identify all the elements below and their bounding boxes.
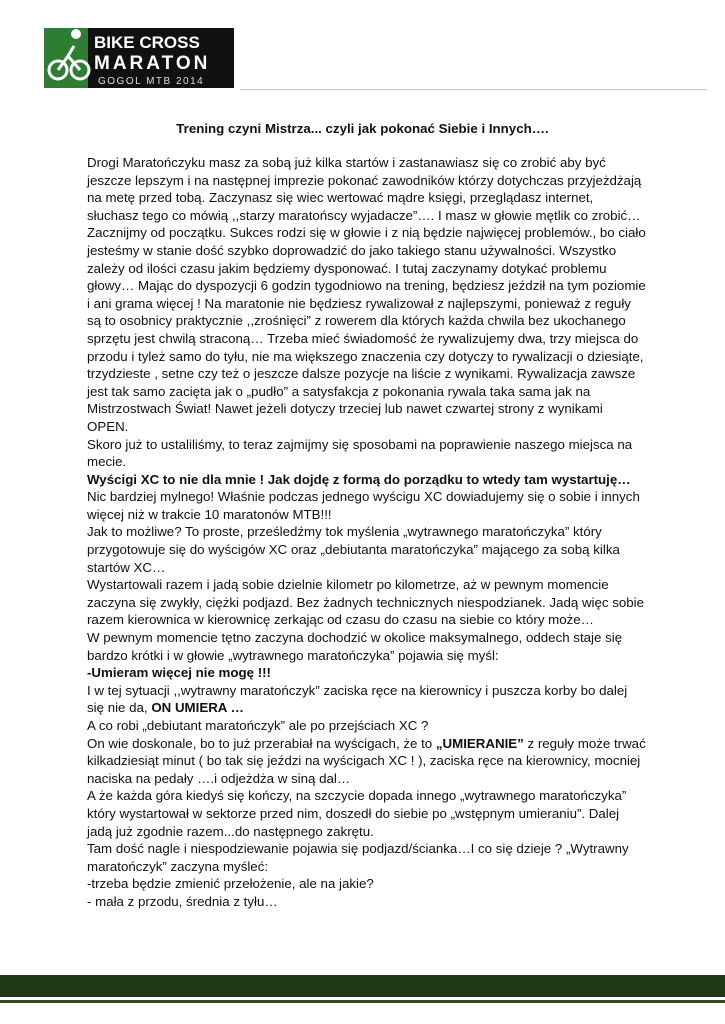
paragraph: A co robi „debiutant maratończyk” ale po przejściach XC ? — [87, 718, 429, 733]
paragraph: Tam dość nagle i niespodziewanie pojawia się podjazd/ścianka…I co się dzieje ? „Wytrawny maratończyk” zaczyna myśleć: — [87, 841, 629, 874]
rider-head-icon — [71, 29, 81, 39]
paragraph: Jak to możliwe? To proste, prześledźmy tok myślenia „wytrawnego maratończyka” który przygotowuje się do wyścigów XC oraz „debiutanta maratończyka” mającego za sobą kilka startów XC… — [87, 524, 620, 575]
paragraph: Nic bardziej mylnego! Właśnie podczas jednego wyścigu XC dowiadujemy się o sobie i innych więcej niż w trakcie 10 maratonów MTB!!! — [87, 489, 640, 522]
bike-cross-maraton-logo — [44, 24, 234, 90]
section-heading: Wyścigi XC to nie dla mnie ! Jak dojdę z formą do porządku to wtedy tam wystartuję… — [87, 471, 631, 487]
paragraph — [87, 735, 647, 788]
page-title: Trening czyni Mistrza... czyli jak pokonać Siebie i Innych…. — [176, 121, 549, 136]
logo-line1: BIKE CROSS — [94, 33, 200, 52]
emphasis-line: -Umieram więcej nie mogę !!! — [87, 665, 271, 681]
list-item: -trzeba będzie zmienić przełożenie, ale na jakie? — [87, 876, 374, 892]
paragraph: Skoro już to ustaliliśmy, to teraz zajmijmy się sposobami na poprawienie naszego miejsca na mecie. — [87, 436, 633, 470]
logo-line2: MARATON — [94, 53, 211, 74]
list-item: - mała z przodu, średnia z tyłu… — [87, 893, 278, 909]
emphasis-text: ON UMIERA … — [151, 700, 244, 716]
paragraph: Wystartowali razem i jadą sobie dzielnie kilometr po kilometrze, aż w pewnym momencie zaczyna się zwykły, ciężki podjazd. Bez żadnych technicznych niespodzianek. Jadą więc sobie razem kierownica w kierownicę zerkając od czasu do czasu na siebie co który może… — [87, 577, 645, 628]
paragraph — [87, 682, 647, 717]
footer-divider — [0, 1000, 725, 1003]
paragraph-text: I w tej sytuacji ,,wytrawny maratończyk” zaciska ręce na kierownicy i puszcza korby bo dalej się nie da, — [87, 682, 628, 716]
paragraph: A że każda góra kiedyś się kończy, na szczycie dopada innego „wytrawnego maratończyka” który wystartował w sektorze przed nim, doszedł do siebie po „wstępnym umieraniu”. Dalej jadą już zgodnie razem...do następnego zakrętu. — [87, 788, 627, 839]
paragraph-text: z reguły może trwać kilkadziesiąt minut ( bo tak się jeździ na wyścigach XC ! ), zaciska ręce na kierownicy, mocniej naciska na pedały ….i odjeżdża w siną dal… — [87, 735, 646, 786]
article-body — [87, 154, 647, 911]
header-divider — [240, 89, 707, 90]
paragraph: W pewnym momencie tętno zaczyna dochodzić w okolice maksymalnego, oddech staje się bardzo krótki i w głowie „wytrawnego maratończyka” pojawia się myśl: — [87, 630, 623, 663]
logo-line3: GOGOL MTB 2014 — [98, 76, 205, 87]
emphasis-text: „UMIERANIE” — [435, 735, 524, 751]
paragraph-text: On wie doskonale, bo to już przerabiał na wyścigach, że to — [87, 735, 436, 751]
paragraph: Drogi Maratończyku masz za sobą już kilka startów i zastanawiasz się co zrobić aby być jeszcze lepszym i na następnej imprezie pokonać zawodników którzy dotychczas przyjeżdżają na metę przed tobą. Zaczynasz się wiec wertować mądre księgi, przeglądasz internet, słuchasz tego co mówią ,,starzy maratońscy wyjadacze”…. I masz w głowie mętlik co zrobić… Zacznijmy od początku. Sukces rodzi się w głowie i z nią będzie najwięcej problemów., bo ciało jesteśmy w stanie dość szybko doprowadzić do jako takiego stanu używalności. Wszystko zależy od ilości czasu jakim będziemy dysponować. I tutaj zaczynamy dotykać problemu głowy… Mając do dyspozycji 6 godzin tygodniowo na trening, będziesz jeździł na tym poziomie i ani grama więcej ! Na maratonie nie będziesz rywalizował z najlepszymi, ponieważ z reguły są to osobnicy praktycznie ,,zrośnięci” z rowerem dla których każda chwila bez ukochanego sprzętu jest chwilą straconą… Trzeba mieć świadomość że rywalizujemy dwa, trzy miejsca do przodu i tyleż samo do tyłu, nie ma większego znaczenia czy dotyczy to rywalizacji o dziesiąte, trzydzieste , setne czy też o jeszcze dalsze pozycje na liście z wynikami. Rywalizacja zawsze jest tak samo zacięta jak o „pudło” a satysfakcja z pokonania rywala taka sama jak na Mistrzostwach Świat! Nawet jeżeli dotyczy trzeciej lub nawet czwartej strony z wynikami OPEN. — [87, 155, 646, 434]
footer-band — [0, 975, 725, 997]
